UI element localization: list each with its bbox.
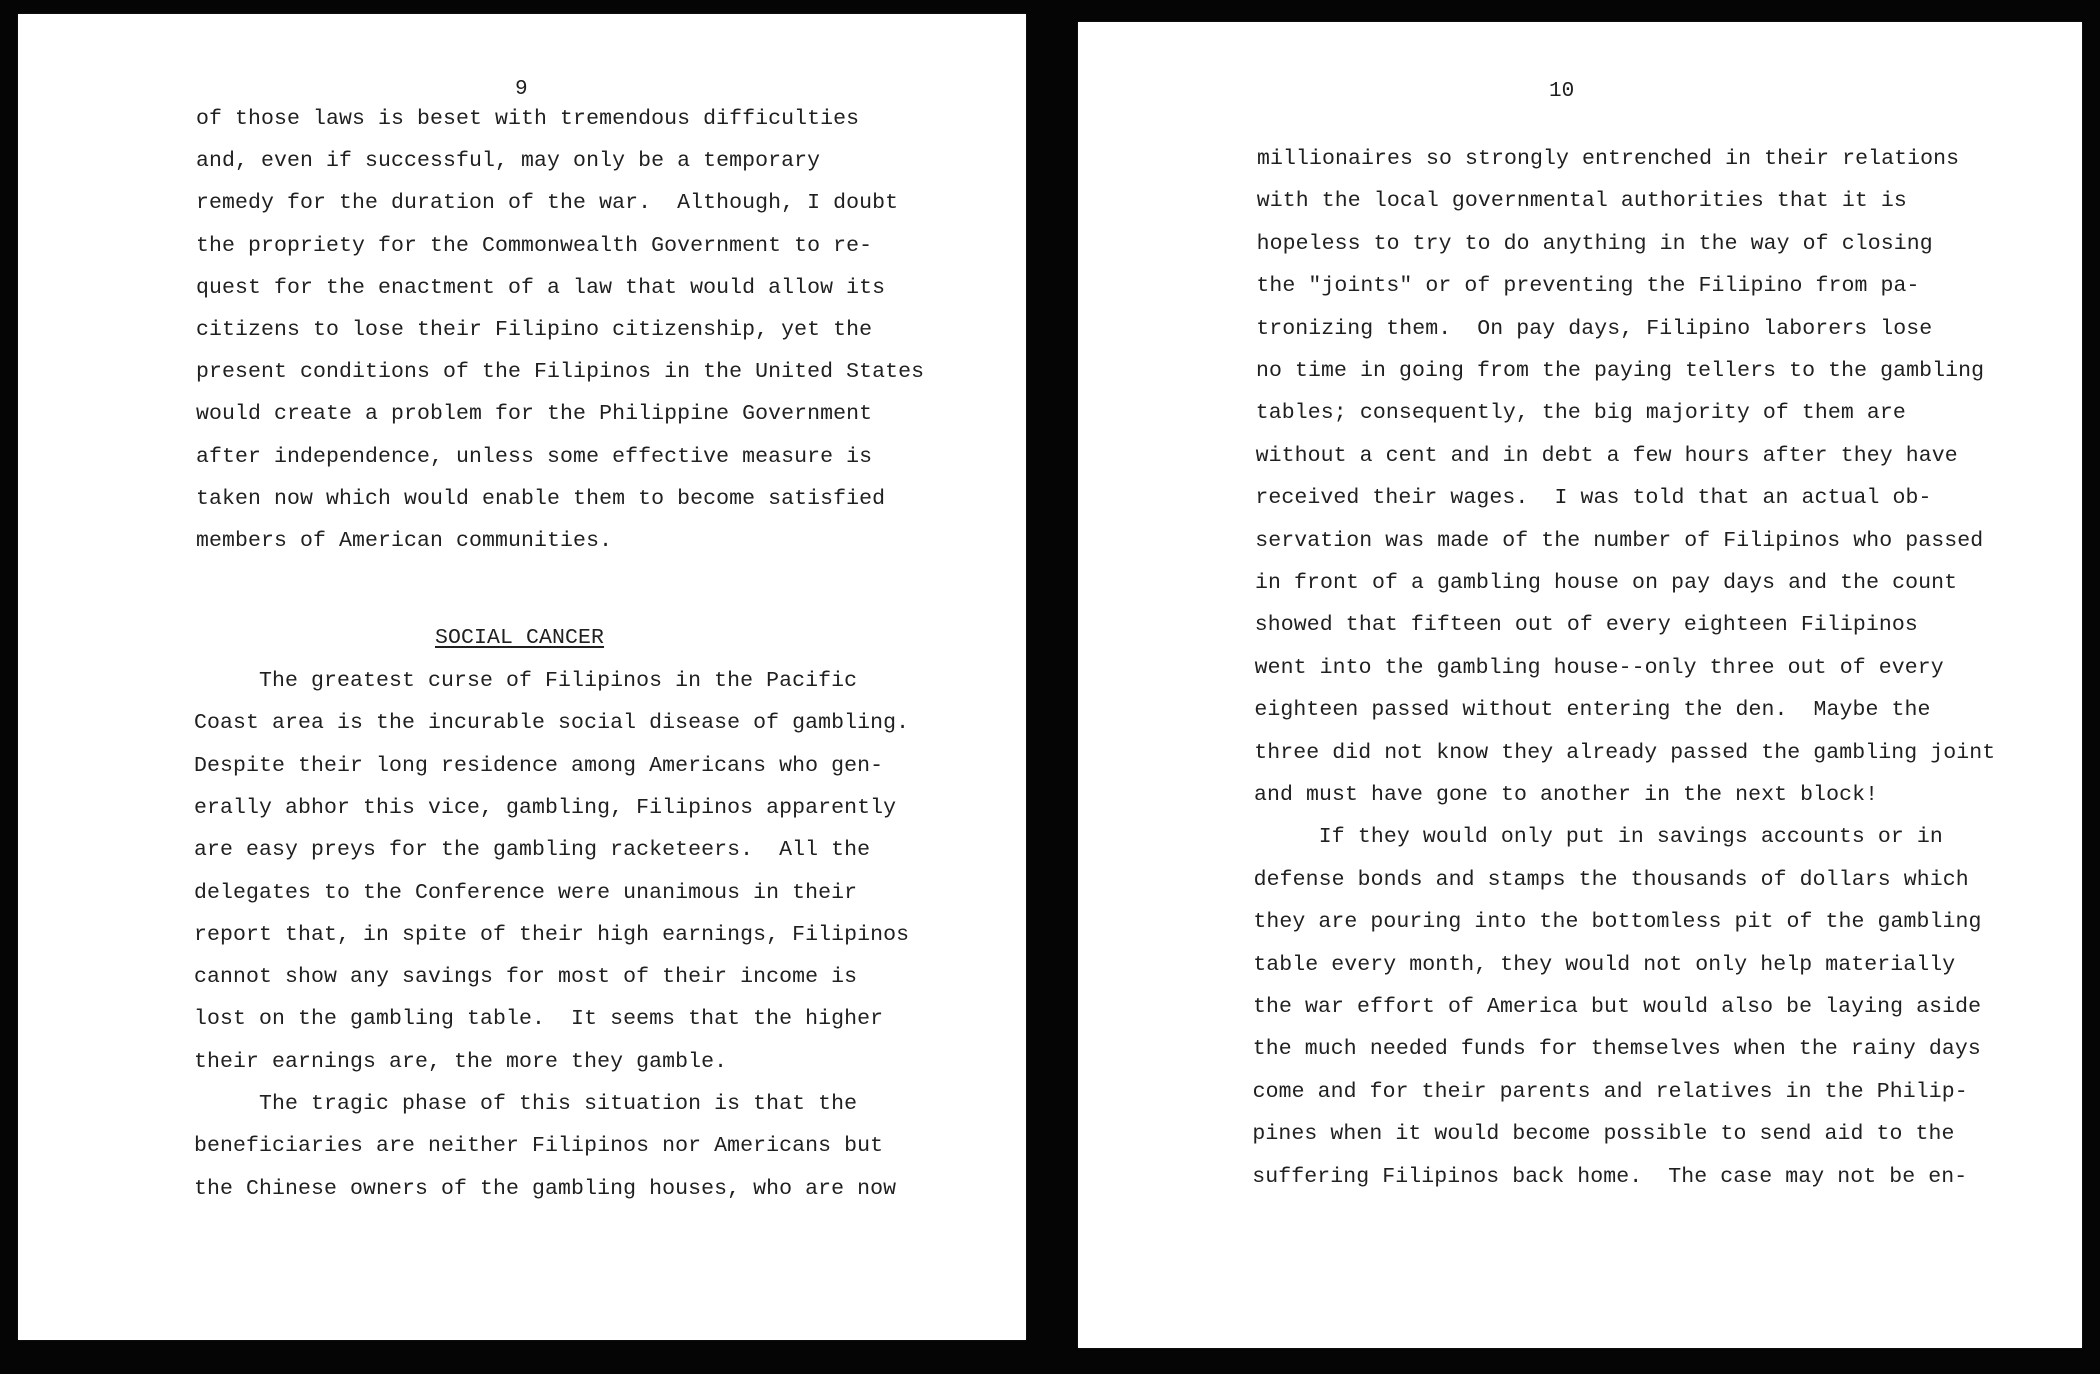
text-line: of those laws is beset with tremendous difficulties (196, 107, 860, 131)
text-line: their earnings are, the more they gamble. (194, 1049, 728, 1074)
text-line: and, even if successful, may only be a temporary (196, 149, 821, 174)
text-line: millionaires so strongly entrenched in their relations (1257, 147, 1960, 171)
text-line: suffering Filipinos back home. The case may not be en- (1252, 1164, 1968, 1189)
text-line: servation was made of the number of Filipinos who passed (1255, 528, 1984, 553)
page-number: 10 (1549, 80, 1575, 103)
text-line: no time in going from the paying tellers to the gambling (1256, 359, 1985, 383)
text-line: eighteen passed without entering the den. Maybe the (1254, 698, 1931, 723)
text-line: pines when it would become possible to send aid to the (1252, 1122, 1955, 1147)
text-line: report that, in spite of their high earnings, Filipinos (194, 922, 910, 947)
text-line: the much needed funds for themselves when the rainy days (1252, 1037, 1981, 1062)
text-line: showed that fifteen out of every eighteen Filipinos (1254, 613, 1918, 638)
text-line: cannot show any savings for most of their income is (194, 965, 858, 990)
text-line: remedy for the duration of the war. Although, I doubt (196, 191, 899, 216)
text-line: the "joints" or of preventing the Filipino from pa- (1256, 274, 1920, 299)
text-line: received their wages. I was told that an actual ob- (1255, 486, 1932, 511)
text-line: Despite their long residence among Americans who gen- (194, 753, 884, 778)
text-line: would create a problem for the Philippine Government (196, 402, 873, 427)
text-line: erally abhor this vice, gambling, Filipinos apparently (194, 795, 897, 820)
text-line: Coast area is the incurable social disease of gambling. (194, 711, 910, 736)
text-line: beneficiaries are neither Filipinos nor Americans but (194, 1134, 884, 1159)
text-line: are easy preys for the gambling racketeers. All the (194, 838, 871, 863)
text-line: in front of a gambling house on pay days and the count (1255, 571, 1958, 595)
text-line: the war effort of America but would also be laying aside (1253, 995, 1982, 1019)
text-line: delegates to the Conference were unanimous in their (194, 880, 858, 905)
text-line: The tragic phase of this situation is that the (194, 1092, 858, 1116)
text-line: taken now which would enable them to become satisfied (196, 486, 886, 511)
text-line: The greatest curse of Filipinos in the Pacific (194, 669, 858, 693)
text-line: they are pouring into the bottomless pit of the gambling (1253, 910, 1982, 935)
text-line: the propriety for the Commonwealth Government to re- (196, 233, 873, 258)
text-line: without a cent and in debt a few hours after they have (1255, 443, 1958, 468)
text-line: tronizing them. On pay days, Filipino laborers lose (1256, 316, 1933, 341)
left-page (18, 14, 1026, 1340)
text-line: went into the gambling house--only three out of every (1254, 655, 1944, 680)
text-line: hopeless to try to do anything in the way of closing (1256, 231, 1933, 256)
text-line: come and for their parents and relatives in the Philip- (1252, 1079, 1968, 1104)
text-line: tables; consequently, the big majority of them are (1255, 401, 1906, 426)
text-line: after independence, unless some effective measure is (196, 444, 873, 469)
text-line: defense bonds and stamps the thousands of dollars which (1253, 867, 1969, 892)
text-line: table every month, they would not only help materially (1253, 952, 1956, 977)
text-line: and must have gone to another in the next block! (1254, 783, 1879, 807)
text-line: the Chinese owners of the gambling houses, who are now (194, 1176, 897, 1201)
text-line: three did not know they already passed the gambling joint (1254, 740, 1996, 765)
text-line: members of American communities. (196, 529, 613, 553)
text-line: If they would only put in savings accounts or in (1253, 825, 1943, 850)
text-line: present conditions of the Filipinos in the United States (196, 360, 925, 385)
section-heading: SOCIAL CANCER (435, 626, 605, 650)
text-line: lost on the gambling table. It seems that the higher (194, 1007, 884, 1032)
text-line: with the local governmental authorities that it is (1256, 189, 1907, 214)
text-line: quest for the enactment of a law that would allow its (196, 275, 886, 300)
text-line: citizens to lose their Filipino citizenship, yet the (196, 318, 873, 342)
right-page (1078, 22, 2082, 1348)
page-number: 9 (515, 78, 528, 101)
